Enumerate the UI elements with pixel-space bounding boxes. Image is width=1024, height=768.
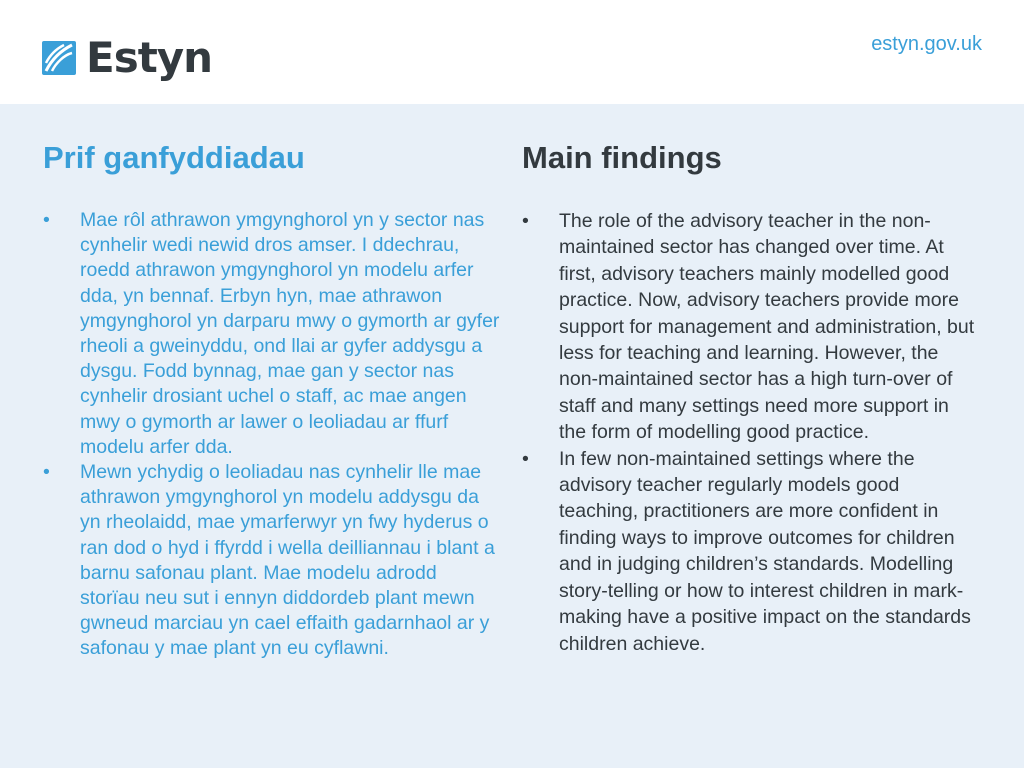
bullet-text: The role of the advisory teacher in the non-maintained sector has changed over time. At first, advisory teachers mainly modelled good practice. Now, advisory teachers provide more support for management and administration, but less for teaching and learning. However, the non-maintained sector has a high turn-over of staff and many settings need more support in the form of modelling good practice.	[559, 210, 975, 444]
page-header	[0, 0, 1024, 104]
welsh-bullet-list	[43, 208, 500, 662]
estyn-leaf-icon	[42, 41, 76, 75]
site-url-link[interactable]: estyn.gov.uk	[871, 33, 982, 55]
bullet-text: Mewn ychydig o leoliadau nas cynhelir lle mae athrawon ymgynghorol yn modelu addysgu da yn rheolaidd, mae ymarferwyr yn fwy hyderus o ran dod o hyd i ffyrdd i wella deilliannau i blant a barnu safonau plant. Mae modelu adrodd storïau neu sut i ennyn diddordeb plant mewn gwneud marciau yn cael effaith gadarnhaol ar y safonau y mae plant yn eu cyflawni.	[80, 461, 495, 660]
english-heading: Main findings	[522, 140, 722, 175]
list-item	[522, 208, 979, 446]
content-panel	[0, 104, 1024, 768]
welsh-heading: Prif ganfyddiadau	[43, 140, 305, 175]
english-bullet-list	[522, 208, 979, 657]
bullet-icon: •	[522, 210, 529, 232]
logo-wordmark: Estyn	[86, 33, 213, 82]
list-item	[522, 446, 979, 657]
estyn-logo[interactable]	[42, 34, 212, 82]
bullet-text: Mae rôl athrawon ymgynghorol yn y sector nas cynhelir wedi newid dros amser. I ddechrau, roedd athrawon ymgynghorol yn modelu arfer dda, yn bennaf. Erbyn hyn, mae athrawon ymgynghorol yn darparu mwy o gymorth ar gyfer rheoli a gweinyddu, ond llai ar gyfer addysgu a dysgu. Fodd bynnag, mae gan y sector nas cynhelir drosiant uchel o staff, ac mae angen mwy o gymorth ar lawer o leoliadau ar ffurf modelu arfer dda.	[80, 209, 500, 458]
bullet-icon: •	[43, 461, 50, 484]
list-item	[43, 208, 500, 460]
bullet-icon: •	[522, 447, 529, 470]
bullet-icon: •	[43, 209, 50, 231]
list-item	[43, 460, 500, 662]
bullet-text: In few non-maintained settings where the advisory teacher regularly models good teaching, practitioners are more confident in finding ways to improve outcomes for children and in judging children’s standards. Modelling story-telling or how to interest children in mark-making have a positive impact on the standards children achieve.	[559, 447, 971, 655]
